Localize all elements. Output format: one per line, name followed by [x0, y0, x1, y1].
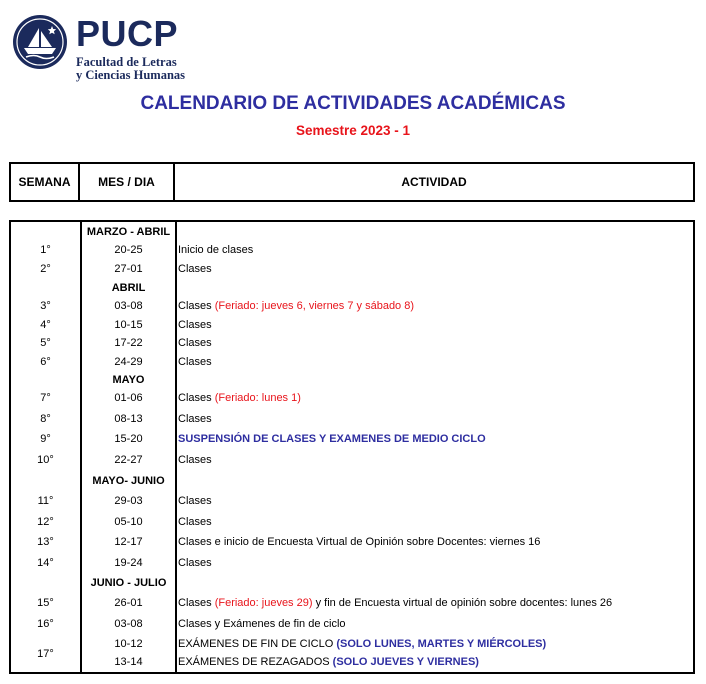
calendar-table — [9, 220, 695, 674]
month-header: MARZO - ABRIL — [86, 226, 171, 238]
week-number: 5° — [40, 337, 51, 349]
activity-text: Clases — [178, 392, 212, 404]
activity-tail: y fin de Encuesta virtual de opinión sobre docentes: lunes 26 — [315, 597, 613, 609]
activity: Clases — [178, 454, 212, 466]
holiday-note: (Feriado: lunes 1) — [214, 392, 301, 404]
activity-text: Clases — [178, 300, 212, 312]
week-number: 17° — [37, 648, 54, 660]
faculty-name — [76, 56, 185, 82]
activity: Clases e inicio de Encuesta Virtual de Opinión sobre Docentes: viernes 16 — [178, 536, 541, 548]
date-range: 29-03 — [114, 495, 143, 507]
week-number: 14° — [37, 557, 54, 569]
activity: Inicio de clases — [178, 244, 254, 256]
activity: Clases — [178, 413, 212, 425]
month-header: JUNIO - JULIO — [90, 577, 167, 589]
column-header-semana: SEMANA — [11, 164, 80, 200]
column-divider — [175, 222, 177, 672]
activity: Clases — [178, 263, 212, 275]
activity — [178, 638, 546, 650]
month-header: ABRIL — [111, 282, 146, 294]
week-number: 10° — [37, 454, 54, 466]
week-number: 7° — [40, 392, 51, 404]
week-number: 16° — [37, 618, 54, 630]
week-number: 11° — [37, 495, 54, 507]
column-header-table — [9, 162, 695, 202]
faculty-line-1: Facultad de Letras — [76, 55, 177, 69]
activity — [178, 656, 479, 668]
date-range: 22-27 — [114, 454, 143, 466]
activity: Clases — [178, 557, 212, 569]
week-number: 6° — [40, 356, 51, 368]
date-range: 24-29 — [114, 356, 143, 368]
exam-days-note: (SOLO LUNES, MARTES Y MIÉRCOLES) — [336, 638, 547, 650]
column-header-mes-dia: MES / DIA — [80, 164, 175, 200]
date-range: 01-06 — [114, 392, 143, 404]
month-header: MAYO — [112, 374, 145, 386]
activity-highlight: SUSPENSIÓN DE CLASES Y EXAMENES DE MEDIO CICLO — [178, 433, 486, 445]
week-number: 12° — [37, 516, 54, 528]
activity-text: EXÁMENES DE REZAGADOS — [178, 656, 330, 668]
week-number: 1° — [40, 244, 51, 256]
faculty-line-2: y Ciencias Humanas — [76, 68, 186, 82]
holiday-note: (Feriado: jueves 29) — [214, 597, 313, 609]
activity — [178, 392, 301, 404]
activity-text: EXÁMENES DE FIN DE CICLO — [178, 638, 334, 650]
activity: Clases y Exámenes de fin de ciclo — [178, 618, 346, 630]
week-number: 2° — [40, 263, 51, 275]
week-number: 13° — [37, 536, 54, 548]
month-header: MAYO- JUNIO — [92, 475, 165, 487]
week-number: 3° — [40, 300, 51, 312]
activity: Clases — [178, 337, 212, 349]
date-range: 03-08 — [114, 618, 143, 630]
column-header-actividad: ACTIVIDAD — [401, 175, 467, 189]
exam-days-note: (SOLO JUEVES Y VIERNES) — [332, 656, 479, 668]
activity — [178, 300, 414, 312]
pucp-logo — [10, 8, 190, 84]
date-range: 19-24 — [114, 557, 143, 569]
activity: Clases — [178, 516, 212, 528]
date-range: 03-08 — [114, 300, 143, 312]
date-range: 08-13 — [114, 413, 143, 425]
date-range: 13-14 — [114, 656, 143, 668]
pucp-seal-icon — [12, 14, 68, 70]
week-number: 15° — [37, 597, 54, 609]
activity-text: Clases — [178, 597, 212, 609]
date-range: 05-10 — [114, 516, 143, 528]
brand-name: PUCP — [76, 13, 179, 54]
date-range: 26-01 — [114, 597, 143, 609]
date-range: 20-25 — [114, 244, 143, 256]
activity: Clases — [178, 319, 212, 331]
activity: Clases — [178, 495, 212, 507]
week-number: 8° — [40, 413, 51, 425]
week-number: 9° — [40, 433, 51, 445]
date-range: 27-01 — [114, 263, 143, 275]
date-range: 10-15 — [114, 319, 143, 331]
date-range: 10-12 — [114, 638, 143, 650]
page-title: CALENDARIO DE ACTIVIDADES ACADÉMICAS — [140, 93, 566, 114]
week-number: 4° — [40, 319, 51, 331]
date-range: 15-20 — [114, 433, 143, 445]
activity: Clases — [178, 356, 212, 368]
activity — [178, 597, 612, 609]
date-range: 17-22 — [114, 337, 143, 349]
semester-subtitle: Semestre 2023 - 1 — [295, 123, 411, 138]
holiday-note: (Feriado: jueves 6, viernes 7 y sábado 8) — [214, 300, 415, 312]
date-range: 12-17 — [114, 536, 143, 548]
